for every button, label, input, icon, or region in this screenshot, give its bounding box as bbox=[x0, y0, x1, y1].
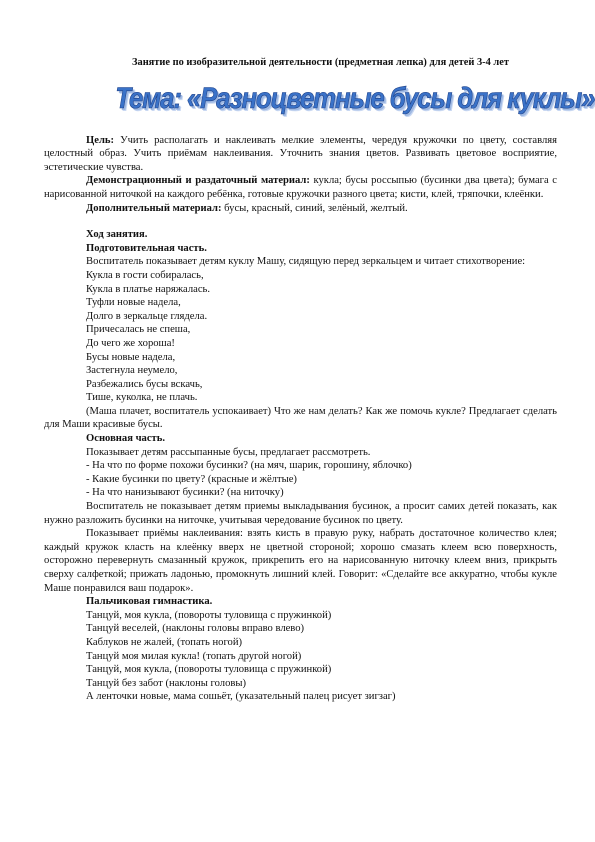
finger-heading-text: Пальчиковая гимнастика. bbox=[86, 596, 213, 608]
main-line: - На что нанизывают бусинки? (на ниточку) bbox=[86, 487, 284, 499]
finger-line: Танцуй без забот (наклоны головы) bbox=[86, 677, 247, 689]
finger-line: Танцуй моя милая кукла! (топать другой ногой) bbox=[86, 650, 302, 662]
extra-material-paragraph bbox=[86, 202, 557, 216]
goal-label: Цель: bbox=[86, 134, 115, 146]
poem-line: Бусы новые надела, bbox=[86, 351, 176, 363]
finger-line: Танцуй, моя кукла, (повороты туловища с пружинкой) bbox=[86, 664, 332, 676]
prep-paragraph: Воспитатель показывает детям куклу Машу, сидящую перед зеркальцем и читает стихотворение: bbox=[86, 256, 526, 268]
extra-material-text: бусы, красный, синий, зелёный, желтый. bbox=[221, 202, 408, 214]
main-paragraph-2: Показывает приёмы наклеивания: взять кисть в правую руку, набрать достаточное количество клея; каждый кружок класть на клеёнку вверх не цветной стороной; хорошо смазать клеем всю поверхность, осторожно перевернуть смазанный кружок, прикрепить его на нарисованную ниточку клеем вниз, прикрыть сверху салфеткой; прижать ладонью, промокнуть лишний клей. Говорит: «Сделайте все аккуратно, чтобы кукле Маше понравился ваш подарок». bbox=[44, 528, 557, 594]
poem-line: Застегнула неумело, bbox=[86, 365, 178, 377]
extra-material-label: Дополнительный материал: bbox=[86, 202, 222, 214]
after-poem-paragraph: (Маша плачет, воспитатель успокаивает) Что же нам делать? Как же помочь кукле? Предлагает сделать для Маши красивые бусы. bbox=[44, 405, 557, 431]
poem-line: Разбежались бусы вскачь, bbox=[86, 378, 203, 390]
finger-line: Танцуй веселей, (наклоны головы вправо влево) bbox=[86, 623, 305, 635]
poem-line: Тише, куколка, не плачь. bbox=[86, 392, 198, 404]
course-heading bbox=[86, 228, 557, 242]
poem-line: Причесалась не спеша, bbox=[86, 324, 191, 336]
poem-line: Кукла в гости собиралась, bbox=[86, 269, 204, 281]
prep-heading-text: Подготовительная часть. bbox=[86, 242, 207, 254]
goal-paragraph bbox=[44, 134, 557, 175]
spacer bbox=[86, 215, 557, 228]
poem bbox=[86, 269, 557, 405]
main-heading-text: Основная часть. bbox=[86, 433, 166, 445]
document-header: Занятие по изобразительной деятельности (предметная лепка) для детей 3-4 лет bbox=[132, 57, 509, 68]
topic-title: Тема: «Разноцветные бусы для куклы» bbox=[115, 81, 595, 115]
finger-line: Каблуков не жалей, (топать ногой) bbox=[86, 636, 243, 648]
finger-heading bbox=[86, 595, 557, 609]
demo-material-text: кукла; бусы россыпью (бусинки два цвета); бумага с нарисованной ниточкой на каждого ребёнка, готовые кружочки разного цвета; кисти, клей, тряпочки, клеёнки. bbox=[44, 175, 557, 200]
main-line: - На что по форме похожи бусинки? (на мяч, шарик, горошину, яблочко) bbox=[86, 460, 412, 472]
finger-line: Танцуй, моя кукла, (повороты туловища с пружинкой) bbox=[86, 609, 332, 621]
demo-material-paragraph bbox=[44, 174, 557, 201]
main-line: Показывает детям рассыпанные бусы, предлагает рассмотреть. bbox=[86, 446, 371, 458]
poem-line: До чего же хороша! bbox=[86, 337, 175, 349]
demo-material-label: Демонстрационный и раздаточный материал: bbox=[86, 175, 310, 187]
poem-line: Кукла в платье наряжалась. bbox=[86, 283, 211, 295]
main-paragraph-1: Воспитатель не показывает детям приемы выкладывания бусинок, а просит самих детей показать, как нужно разложить бусинки на ниточке, учитывая чередование бусинок по цвету. bbox=[44, 501, 557, 526]
finger-line: А ленточки новые, мама сошьёт, (указательный палец рисует зигзаг) bbox=[86, 691, 396, 703]
goal-text: Учить располагать и наклеивать мелкие элементы, чередуя кружочки по цвету, составляя целостный образ. Учить приёмам наклеивания. Уточнить знания цветов. Развивать цветовое восприятие, эстетические чувства. bbox=[44, 134, 557, 173]
course-heading-text: Ход занятия. bbox=[86, 229, 148, 241]
main-heading bbox=[86, 432, 557, 446]
prep-heading bbox=[86, 242, 557, 256]
main-line: - Какие бусинки по цвету? (красные и жёлтые) bbox=[86, 473, 297, 485]
poem-line: Долго в зеркальце глядела. bbox=[86, 310, 208, 322]
poem-line: Туфли новые надела, bbox=[86, 297, 181, 309]
